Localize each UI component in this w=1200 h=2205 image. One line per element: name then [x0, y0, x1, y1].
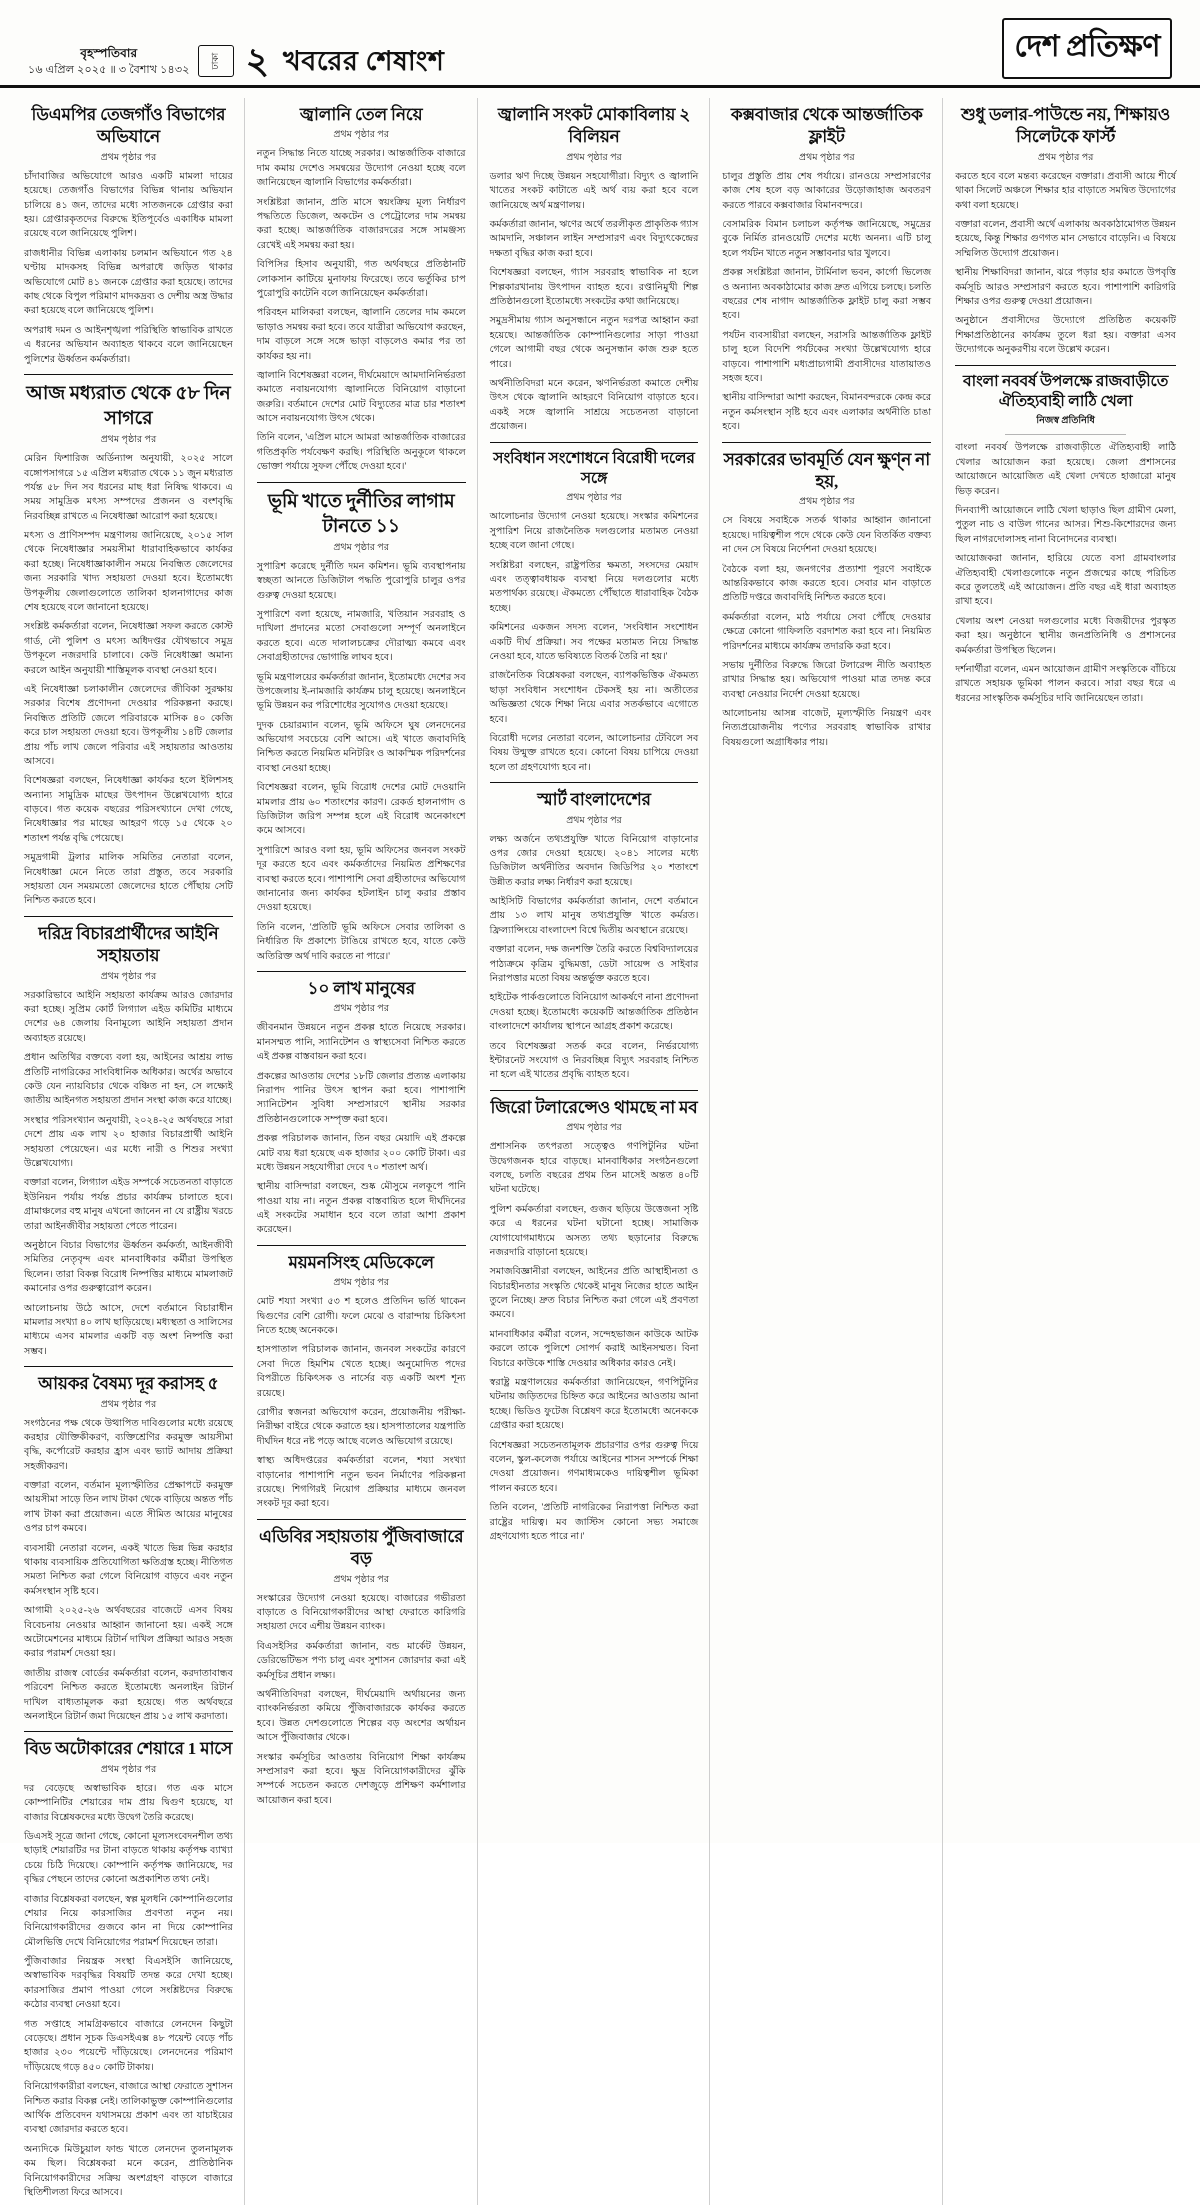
article-paragraph: চালুর প্রস্তুতি প্রায় শেষ পর্যায়ে। রানওয়ে সম্প্রসারণের কাজ শেষ হলে বড় আকারের উড়োজাহাজ অবতরণ করতে পারবে কক্সবাজার বিমানবন্দরে।: [722, 170, 932, 211]
article-paragraph: তিনি বলেন, 'এপ্রিল মাসে আমরা আন্তর্জাতিক বাজারের গতিপ্রকৃতি পর্যবেক্ষণ করছি। পরিস্থিতি অনুকূলে থাকলে ভোক্তা পর্যায়ে সুফল পৌঁছে দেওয়া হবে।': [256, 432, 466, 473]
column-5: [955, 98, 1176, 2205]
edition-stamp: ঢাকা: [198, 45, 234, 77]
article-paragraph: সরকারিভাবে আইনি সহায়তা কার্যক্রম আরও জোরদার করা হচ্ছে। সুপ্রিম কোর্ট লিগ্যাল এইড কমিটির মাধ্যমে দেশের ৬৪ জেলায় বিনামূল্যে আইনি সহায়তা প্রদান অব্যাহত রয়েছে।: [24, 989, 233, 1044]
article-paragraph: সংশ্লিষ্টরা জানান, প্রতি মাসে স্বয়ংক্রিয় মূল্য নির্ধারণ পদ্ধতিতে ডিজেল, অকটেন ও পেট্রোলের দাম সমন্বয় করা হচ্ছে। আন্তর্জাতিক বাজারদরের সঙ্গে সামঞ্জস্য রেখেই এই সমন্বয় করা হয়।: [256, 196, 466, 251]
article-headline[interactable]: কক্সবাজার থেকে আন্তর্জাতিক ফ্লাইট: [730, 105, 923, 147]
article-paragraph: কর্মকর্তারা বলেন, মাঠ পর্যায়ে সেবা পৌঁছে দেওয়ার ক্ষেত্রে কোনো গাফিলতি বরদাশত করা হবে না। নিয়মিত পরিদর্শনের মাধ্যমে কার্যক্রম তদারকি করা হবে।: [722, 611, 932, 652]
article-jump-kicker: প্রথম পৃষ্ঠার পর: [566, 152, 622, 163]
article-paragraph: সংশ্লিষ্টরা বলছেন, রাষ্ট্রপতির ক্ষমতা, সংসদের মেয়াদ এবং তত্ত্বাবধায়ক ব্যবস্থা নিয়ে দলগুলোর মধ্যে মতপার্থক্য রয়েছে। ঐকমত্যে পৌঁছাতে ধারাবাহিক বৈঠক হচ্ছে।: [489, 559, 699, 614]
article-paragraph: বাজার বিশ্লেষকরা বলছেন, স্বল্প মূলধনি কোম্পানিগুলোর শেয়ার নিয়ে কারসাজির প্রবণতা নতুন নয়। বিনিয়োগকারীদের গুজবে কান না দিয়ে কোম্পানির মৌলভিত্তি দেখে বিনিয়োগের পরামর্শ দিয়েছেন তারা।: [24, 1893, 233, 1948]
article-paragraph: আলোচনায় উঠে আসে, দেশে বর্তমানে বিচারাধীন মামলার সংখ্যা ৪০ লাখ ছাড়িয়েছে। মধ্যস্থতা ও সালিসের মাধ্যমে এসব মামলার একটি বড় অংশ নিষ্পত্তি করা সম্ভব।: [24, 1302, 233, 1357]
article-paragraph: তিনি বলেন, 'প্রতিটি ভূমি অফিসে সেবার তালিকা ও নির্ধারিত ফি প্রকাশ্যে টাঙিয়ে রাখতে হবে, যাতে কেউ অতিরিক্ত অর্থ দাবি করতে না পারে।': [256, 921, 466, 962]
article-divider: [722, 442, 931, 443]
article-jump-kicker: প্রথম পৃষ্ঠার পর: [333, 130, 389, 141]
article-paragraph: প্রকল্প সংশ্লিষ্টরা জানান, টার্মিনাল ভবন, কার্গো ভিলেজ ও অন্যান্য অবকাঠামোর কাজ দ্রুত এগিয়ে চলছে। চলতি বছরের শেষ নাগাদ আন্তর্জাতিক ফ্লাইট চালু করা সম্ভব হবে।: [722, 267, 932, 322]
article-paragraph: ভূমি মন্ত্রণালয়ের কর্মকর্তারা জানান, ইতোমধ্যে দেশের সব উপজেলায় ই-নামজারি কার্যক্রম চালু হয়েছে। অনলাইনে ভূমি উন্নয়ন কর পরিশোধের সুযোগও দেওয়া হয়েছে।: [256, 671, 466, 712]
article-jump-kicker: প্রথম পৃষ্ঠার পর: [100, 152, 157, 163]
article-paragraph: স্থানীয় শিক্ষাবিদরা জানান, ঝরে পড়ার হার কমাতে উপবৃত্তি কর্মসূচি আরও সম্প্রসারণ করতে হবে। পাশাপাশি কারিগরি শিক্ষার ওপর গুরুত্ব দেওয়া প্রয়োজন।: [955, 267, 1176, 307]
article-headline[interactable]: ময়মনসিংহ মেডিকেলে: [288, 1252, 434, 1272]
article-paragraph: বক্তারা বলেন, বর্তমান মূল্যস্ফীতির প্রেক্ষাপটে করমুক্ত আয়সীমা সাড়ে তিন লাখ টাকা থেকে বাড়িয়ে অন্তত পাঁচ লাখ টাকা করা প্রয়োজন। এতে সীমিত আয়ের মানুষের ওপর চাপ কমবে।: [24, 1480, 233, 1535]
article-paragraph: বক্তারা বলেন, প্রবাসী অর্থে এলাকায় অবকাঠামোগত উন্নয়ন হয়েছে, কিন্তু শিক্ষার গুণগত মান সেভাবে বাড়েনি। এ বিষয়ে সম্মিলিত উদ্যোগ প্রয়োজন।: [955, 219, 1176, 259]
article-paragraph: পরিবহন মালিকরা বলছেন, জ্বালানি তেলের দাম কমলে ভাড়াও সমন্বয় করা হবে। তবে যাত্রীরা অভিযোগ করছেন, দাম বাড়লে সঙ্গে সঙ্গে ভাড়া বাড়লেও কমার পর তা কার্যকর হয় না।: [256, 307, 466, 362]
article-paragraph: অপরাধ দমন ও আইনশৃঙ্খলা পরিস্থিতি স্বাভাবিক রাখতে এ ধরনের অভিযান অব্যাহত থাকবে বলে জানিয়েছেন পুলিশের ঊর্ধ্বতন কর্মকর্তারা।: [24, 324, 233, 365]
byline-divider: [1005, 434, 1126, 435]
article-headline[interactable]: বাংলা নববর্ষ উপলক্ষে রাজবাড়ীতে ঐতিহ্যবাহী লাঠি খেলা: [962, 372, 1169, 411]
article-paragraph: স্বাস্থ্য অধিদপ্তরের কর্মকর্তারা বলেন, শয্যা সংখ্যা বাড়ানোর পাশাপাশি নতুন ভবন নির্মাণের পরিকল্পনা রয়েছে। শিগগিরই নিয়োগ প্রক্রিয়ার মাধ্যমে জনবল সংকট দূর করা হবে।: [256, 1455, 466, 1510]
article-paragraph: কর্মকর্তারা জানান, ঋণের অর্থে তরলীকৃত প্রাকৃতিক গ্যাস আমদানি, সঞ্চালন লাইন সম্প্রসারণ এবং বিদ্যুৎকেন্দ্রের দক্ষতা বৃদ্ধির কাজ করা হবে।: [489, 219, 699, 259]
column-3: [490, 98, 711, 2205]
article-paragraph: অর্থনীতিবিদরা বলছেন, দীর্ঘমেয়াদি অর্থায়নের জন্য ব্যাংকনির্ভরতা কমিয়ে পুঁজিবাজারকে কার্যকর করতে হবে। উন্নত দেশগুলোতে শিল্পের বড় অংশের অর্থায়ন আসে পুঁজিবাজার থেকে।: [256, 1688, 466, 1744]
article-paragraph: দিনব্যাপী আয়োজনে লাঠি খেলা ছাড়াও ছিল গ্রামীণ মেলা, পুতুল নাচ ও বাউল গানের আসর। শিশু-কিশোরদের জন্য ছিল নাগরদোলাসহ নানা বিনোদনের ব্যবস্থা।: [955, 505, 1176, 545]
article-jump-kicker: প্রথম পৃষ্ঠার পর: [100, 971, 157, 982]
article-paragraph: করতে হবে বলে মন্তব্য করেছেন বক্তারা। প্রবাসী আয়ে শীর্ষে থাকা সিলেট অঞ্চলে শিক্ষার হার বাড়াতে সমন্বিত উদ্যোগের কথা বলা হয়েছে।: [955, 170, 1176, 211]
article-paragraph: বিশেষজ্ঞরা বলছেন, গ্যাস সরবরাহ স্বাভাবিক না হলে শিল্পকারখানায় উৎপাদন ব্যাহত হবে। রপ্তানিমুখী শিল্প প্রতিষ্ঠানগুলো ইতোমধ্যে সংকটের কথা জানিয়েছে।: [489, 267, 699, 307]
article-paragraph: রাজধানীর বিভিন্ন এলাকায় চলমান অভিযানে গত ২৪ ঘণ্টায় মাদকসহ বিভিন্ন অপরাধে জড়িত থাকার অভিযোগে মোট ৪১ জনকে গ্রেপ্তার করা হয়েছে। তাদের কাছ থেকে বিপুল পরিমাণ মাদকদ্রব্য ও দেশীয় অস্ত্র উদ্ধার করা হয়েছে বলে জানিয়েছে পুলিশ।: [24, 247, 233, 317]
article-paragraph: জাতীয় রাজস্ব বোর্ডের কর্মকর্তারা বলেন, করদাতাবান্ধব পরিবেশ নিশ্চিত করতে ইতোমধ্যে অনলাইন রিটার্ন দাখিল বাধ্যতামূলক করা হয়েছে। গত অর্থবছরে অনলাইনে রিটার্ন জমা দিয়েছেন প্রায় ১৫ লাখ করদাতা।: [24, 1667, 233, 1722]
page-number: ২: [245, 41, 269, 81]
article-paragraph: আগামী ২০২৫-২৬ অর্থবছরের বাজেটে এসব বিষয় বিবেচনায় নেওয়ার আহ্বান জানানো হয়। একই সঙ্গে অটোমেশনের মাধ্যমে রিটার্ন দাখিল প্রক্রিয়া আরও সহজ করার পরামর্শ দেওয়া হয়।: [24, 1605, 233, 1660]
article-jump-kicker: প্রথম পৃষ্ঠার পর: [333, 1004, 389, 1015]
newspaper-logo: দেশ প্রতিক্ষণ: [1002, 18, 1172, 79]
article-paragraph: তবে বিশেষজ্ঞরা সতর্ক করে বলেন, নির্ভরযোগ্য ইন্টারনেট সংযোগ ও নিরবচ্ছিন্ন বিদ্যুৎ সরবরাহ নিশ্চিত না হলে এই খাতের প্রবৃদ্ধি ব্যাহত হবে।: [489, 1040, 699, 1081]
article-paragraph: সমাজবিজ্ঞানীরা বলছেন, আইনের প্রতি আস্থাহীনতা ও বিচারহীনতার সংস্কৃতি থেকেই মানুষ নিজের হাতে আইন তুলে নিচ্ছে। দ্রুত বিচার নিশ্চিত করা গেলে এই প্রবণতা কমবে।: [489, 1266, 699, 1321]
article-divider: [24, 374, 233, 375]
article-paragraph: চাঁদাবাজির অভিযোগে আরও একটি মামলা দায়ের হয়েছে। তেজগাঁও বিভাগের বিভিন্ন থানায় অভিযান চালিয়ে ৪১ জন, তাদের মধ্যে সাতজনকে গ্রেপ্তার করা হয়। গ্রেপ্তারকৃতদের বিরুদ্ধে ইতিপূর্বেও একাধিক মামলা রয়েছে বলে জানিয়েছে পুলিশ।: [24, 170, 233, 240]
article-headline[interactable]: স্মার্ট বাংলাদেশের: [537, 790, 651, 810]
article-paragraph: মোট শয্যা সংখ্যা ৫৩ শ হলেও প্রতিদিন ভর্তি থাকেন দ্বিগুণের বেশি রোগী। ফলে মেঝে ও বারান্দায় চিকিৎসা নিতে হচ্ছে অনেককে।: [256, 1296, 466, 1337]
article-paragraph: সভায় দুর্নীতির বিরুদ্ধে জিরো টলারেন্স নীতি অব্যাহত রাখার সিদ্ধান্ত হয়। অভিযোগ পাওয়া মাত্র তদন্ত করে ব্যবস্থা নেওয়ার নির্দেশ দেওয়া হয়েছে।: [722, 659, 932, 700]
article-paragraph: হাসপাতাল পরিচালক জানান, জনবল সংকটের কারণে সেবা দিতে হিমশিম খেতে হচ্ছে। অনুমোদিত পদের বিপরীতে চিকিৎসক ও নার্সের বড় একটি অংশ শূন্য রয়েছে।: [256, 1344, 466, 1399]
publication-date: [28, 44, 190, 79]
article-paragraph: রাজনৈতিক বিশ্লেষকরা বলছেন, ব্যাপকভিত্তিক ঐকমত্য ছাড়া সংবিধান সংশোধন টেকসই হয় না। অতীতের অভিজ্ঞতা থেকে শিক্ষা নিয়ে এবার সতর্কভাবে এগোতে হবে।: [489, 670, 699, 725]
article-divider: [490, 442, 699, 443]
section-title: খবরের শেষাংশ: [282, 45, 445, 76]
article-paragraph: বেসামরিক বিমান চলাচল কর্তৃপক্ষ জানিয়েছে, সমুদ্রের বুকে নির্মিত রানওয়েটি দেশের মধ্যে অনন্য। এটি চালু হলে পর্যটন খাতে নতুন সম্ভাবনার দ্বার খুলবে।: [722, 219, 932, 259]
article-headline[interactable]: ভূমি খাতে দুর্নীতির লাগাম টানতে ১১: [267, 490, 455, 537]
weekday-label: বৃহস্পতিবার: [80, 45, 138, 60]
column-4: [722, 98, 943, 2205]
article-paragraph: সুপারিশ করেছে দুর্নীতি দমন কমিশন। ভূমি ব্যবস্থাপনায় স্বচ্ছতা আনতে ডিজিটাল পদ্ধতি পুরোপুরি চালুর ওপর গুরুত্ব দেওয়া হয়েছে।: [256, 560, 466, 601]
article-paragraph: অন্যদিকে মিউচুয়াল ফান্ড খাতে লেনদেন তুলনামূলক কম ছিল। বিশ্লেষকরা মনে করেন, প্রাতিষ্ঠানিক বিনিয়োগকারীদের সক্রিয় অংশগ্রহণ বাড়লে বাজারে স্থিতিশীলতা ফিরে আসবে।: [24, 2143, 233, 2198]
article-paragraph: আয়োজকরা জানান, হারিয়ে যেতে বসা গ্রামবাংলার ঐতিহ্যবাহী খেলাগুলোকে নতুন প্রজন্মের কাছে পরিচিত করে তুলতেই এই আয়োজন। প্রতি বছর এই ধারা অব্যাহত রাখা হবে।: [955, 553, 1176, 608]
article-jump-kicker: প্রথম পৃষ্ঠার পর: [333, 1278, 389, 1289]
article-jump-kicker: প্রথম পৃষ্ঠার পর: [799, 497, 855, 508]
article-jump-kicker: প্রথম পৃষ্ঠার পর: [1037, 152, 1094, 163]
article-headline[interactable]: সরকারের ভাবমূর্তি যেন ক্ষুণ্ন না হয়,: [723, 449, 930, 491]
article-paragraph: দর বেড়েছে অস্বাভাবিক হারে। গত এক মাসে কোম্পানিটির শেয়ারের দাম প্রায় দ্বিগুণ হয়েছে, যা বাজার বিশ্লেষকদের মধ্যে উদ্বেগ তৈরি করেছে।: [24, 1782, 233, 1823]
article-paragraph: বিনিয়োগকারীরা বলছেন, বাজারে আস্থা ফেরাতে সুশাসন নিশ্চিত করার বিকল্প নেই। তালিকাভুক্ত কোম্পানিগুলোর আর্থিক প্রতিবেদন যথাসময়ে প্রকাশ এবং তা যাচাইয়ের ব্যবস্থা জোরদার করতে হবে।: [24, 2081, 233, 2136]
article-paragraph: সংগঠনের পক্ষ থেকে উত্থাপিত দাবিগুলোর মধ্যে রয়েছে করহার যৌক্তিকীকরণ, ব্যক্তিশ্রেণির করমুক্ত আয়সীমা বৃদ্ধি, কর্পোরেট করহার হ্রাস এবং ভ্যাট আদায় প্রক্রিয়া সহজীকরণ।: [24, 1417, 233, 1472]
article-headline[interactable]: আয়কর বৈষম্য দূর করাসহ ৫: [38, 1374, 219, 1394]
article-paragraph: পুলিশ কর্মকর্তারা বলছেন, গুজব ছড়িয়ে উত্তেজনা সৃষ্টি করে এ ধরনের ঘটনা ঘটানো হচ্ছে। সামাজিক যোগাযোগমাধ্যমে অসত্য তথ্য ছড়ানোর বিরুদ্ধে নজরদারি বাড়ানো হয়েছে।: [489, 1203, 699, 1258]
article-paragraph: বক্তারা বলেন, দক্ষ জনশক্তি তৈরি করতে বিশ্ববিদ্যালয়ের পাঠ্যক্রমে কৃত্রিম বুদ্ধিমত্তা, ডেটা সায়েন্স ও সাইবার নিরাপত্তার মতো বিষয় অন্তর্ভুক্ত করতে হবে।: [489, 944, 699, 985]
article-paragraph: বিরোধী দলের নেতারা বলেন, আলোচনার টেবিলে সব বিষয় উন্মুক্ত রাখতে হবে। কোনো বিষয় চাপিয়ে দেওয়া হলে তা গ্রহণযোগ্য হবে না।: [489, 732, 699, 773]
article-paragraph: ডিএসই সূত্রে জানা গেছে, কোনো মূল্যসংবেদনশীল তথ্য ছাড়াই শেয়ারটির দর টানা বাড়তে থাকায় কর্তৃপক্ষ ব্যাখ্যা চেয়ে চিঠি দিয়েছে। কোম্পানি কর্তৃপক্ষ জানিয়েছে, দর বৃদ্ধির পেছনে তাদের কোনো অপ্রকাশিত তথ্য নেই।: [24, 1830, 233, 1886]
article-paragraph: প্রশাসনিক তৎপরতা সত্ত্বেও গণপিটুনির ঘটনা উদ্বেগজনক হারে বাড়ছে। মানবাধিকার সংগঠনগুলো বলছে, চলতি বছরের প্রথম তিন মাসেই অন্তত ৪০টি ঘটনা ঘটেছে।: [489, 1141, 699, 1196]
article-paragraph: হাইটেক পার্কগুলোতে বিনিয়োগ আকর্ষণে নানা প্রণোদনা দেওয়া হচ্ছে। ইতোমধ্যে কয়েকটি আন্তর্জাতিক প্রতিষ্ঠান বাংলাদেশে কার্যালয় স্থাপনে আগ্রহ প্রকাশ করেছে।: [489, 992, 699, 1033]
article-divider: [490, 782, 699, 783]
article-paragraph: অনুষ্ঠানে বিচার বিভাগের ঊর্ধ্বতন কর্মকর্তা, আইনজীবী সমিতির নেতৃবৃন্দ এবং মানবাধিকার কর্মীরা উপস্থিত ছিলেন। তারা বিকল্প বিরোধ নিষ্পত্তির মাধ্যমে মামলাজট কমানোর ওপর গুরুত্বারোপ করেন।: [24, 1239, 233, 1295]
article-jump-kicker: প্রথম পৃষ্ঠার পর: [333, 542, 389, 553]
column-1: [24, 98, 245, 2205]
article-headline[interactable]: শুধু ডলার-পাউন্ডে নয়, শিক্ষায়ও সিলেটকে ফার্স্ট: [961, 105, 1171, 147]
article-paragraph: মানবাধিকার কর্মীরা বলেন, সন্দেহভাজন কাউকে আটক করলে তাকে পুলিশে সোপর্দ করাই আইনসম্মত। বিনা বিচারে কাউকে শাস্তি দেওয়ার অধিকার কারও নেই।: [489, 1328, 699, 1369]
article-paragraph: ডলার ঋণ দিচ্ছে উন্নয়ন সহযোগীরা। বিদ্যুৎ ও জ্বালানি খাতের সংকট কাটাতে এই অর্থ ব্যয় করা হবে বলে জানিয়েছে অর্থ মন্ত্রণালয়।: [489, 170, 699, 211]
date-line: ১৬ এপ্রিল ২০২৫ ॥ ৩ বৈশাখ ১৪৩২: [28, 63, 190, 76]
article-jump-kicker: প্রথম পৃষ্ঠার পর: [799, 152, 855, 163]
article-paragraph: বিশেষজ্ঞরা বলেন, ভূমি বিরোধ দেশের মোট দেওয়ানি মামলার প্রায় ৬০ শতাংশের কারণ। রেকর্ড হালনাগাদ ও ডিজিটাল জরিপ সম্পন্ন হলে এই বিরোধ অনেকাংশে কমে আসবে।: [256, 782, 466, 837]
article-paragraph: মৎস্য ও প্রাণিসম্পদ মন্ত্রণালয় জানিয়েছে, ২০১৫ সাল থেকে নিষেধাজ্ঞার সময়সীমা ধারাবাহিকভাবে কার্যকর করা হচ্ছে। নিষেধাজ্ঞাকালীন সময়ে নিবন্ধিত জেলেদের জন্য সরকারি খাদ্য সহায়তা দেওয়া হবে। ইতোমধ্যে উপকূলীয় জেলাগুলোতে তালিকা হালনাগাদের কাজ শেষ হয়েছে বলে জানানো হয়েছে।: [24, 530, 233, 614]
article-paragraph: ব্যবসায়ী নেতারা বলেন, একই খাতে ভিন্ন ভিন্ন করহার থাকায় ব্যবসায়িক প্রতিযোগিতা ক্ষতিগ্রস্ত হচ্ছে। নীতিগত সমতা নিশ্চিত করা গেলে বিনিয়োগ বাড়বে এবং নতুন কর্মসংস্থান সৃষ্টি হবে।: [24, 1542, 233, 1597]
article-divider: [24, 1366, 233, 1367]
article-columns: [0, 88, 1200, 2198]
article-paragraph: বিশেষজ্ঞরা সচেতনতামূলক প্রচারণার ওপর গুরুত্ব দিয়ে বলেন, স্কুল-কলেজ পর্যায়ে আইনের শাসন সম্পর্কে শিক্ষা দেওয়া প্রয়োজন। গণমাধ্যমকেও দায়িত্বশীল ভূমিকা পালন করতে হবে।: [489, 1439, 699, 1494]
article-paragraph: গত সপ্তাহে সামগ্রিকভাবে বাজারে লেনদেন কিছুটা বেড়েছে। প্রধান সূচক ডিএসইএক্স ৪৮ পয়েন্ট বেড়ে পাঁচ হাজার ২৩০ পয়েন্টে দাঁড়িয়েছে। লেনদেনের পরিমাণ দাঁড়িয়েছে গড়ে ৪৫০ কোটি টাকায়।: [24, 2018, 233, 2073]
article-paragraph: বক্তারা বলেন, লিগ্যাল এইড সম্পর্কে সচেতনতা বাড়াতে ইউনিয়ন পর্যায় পর্যন্ত প্রচার কার্যক্রম চালাতে হবে। গ্রামাঞ্চলের বহু মানুষ এখনো জানেন না যে রাষ্ট্রীয় খরচে তারা আইনজীবীর সহায়তা পেতে পারেন।: [24, 1177, 233, 1232]
article-divider: [257, 1519, 466, 1520]
article-paragraph: স্থানীয় বাসিন্দারা বলছেন, শুষ্ক মৌসুমে নলকূপে পানি পাওয়া যায় না। নতুন প্রকল্প বাস্তবায়িত হলে দীর্ঘদিনের এই সংকটের সমাধান হবে বলে তারা আশা প্রকাশ করেছেন।: [256, 1181, 466, 1236]
article-paragraph: তিনি বলেন, 'প্রতিটি নাগরিকের নিরাপত্তা নিশ্চিত করা রাষ্ট্রের দায়িত্ব। মব জাস্টিস কোনো সভ্য সমাজে গ্রহণযোগ্য হতে পারে না।': [489, 1502, 699, 1542]
article-headline[interactable]: ডিএমপির তেজগাঁও বিভাগের অভিযানে: [31, 105, 226, 147]
article-paragraph: অনুষ্ঠানে প্রবাসীদের উদ্যোগে প্রতিষ্ঠিত কয়েকটি শিক্ষাপ্রতিষ্ঠানের কার্যক্রম তুলে ধরা হয়। বক্তারা এসব উদ্যোগকে অনুকরণীয় বলে উল্লেখ করেন।: [955, 315, 1176, 356]
masthead: [0, 0, 1200, 88]
article-paragraph: সমুদ্রসীমায় গ্যাস অনুসন্ধানে নতুন দরপত্র আহ্বান করা হয়েছে। আন্তর্জাতিক কোম্পানিগুলোর সাড়া পাওয়া গেলে আগামী বছর থেকে অনুসন্ধান কাজ শুরু হতে পারে।: [489, 315, 699, 370]
article-paragraph: বিএসইসির কর্মকর্তারা জানান, বন্ড মার্কেট উন্নয়ন, ডেরিভেটিভস পণ্য চালু এবং সুশাসন জোরদার করা এই কর্মসূচির প্রধান লক্ষ্য।: [256, 1640, 466, 1681]
article-divider: [257, 482, 466, 483]
article-jump-kicker: প্রথম পৃষ্ঠার পর: [566, 1123, 622, 1134]
article-paragraph: সংস্থার পরিসংখ্যান অনুযায়ী, ২০২৪-২৫ অর্থবছরে সারা দেশে প্রায় এক লাখ ২০ হাজার বিচারপ্রার্থী আইনি সহায়তা পেয়েছেন। এর মধ্যে নারী ও শিশুর সংখ্যা উল্লেখযোগ্য।: [24, 1114, 233, 1169]
article-headline[interactable]: বিড অটোকারের শেয়ারে 1 মাসে: [24, 1739, 233, 1759]
article-paragraph: আইসিটি বিভাগের কর্মকর্তারা জানান, দেশে বর্তমানে প্রায় ১৩ লাখ মানুষ তথ্যপ্রযুক্তি খাতে কর্মরত। ফ্রিল্যান্সিংয়ে বাংলাদেশ বিশ্বে দ্বিতীয় অবস্থানে রয়েছে।: [489, 896, 699, 936]
article-paragraph: স্বরাষ্ট্র মন্ত্রণালয়ের কর্মকর্তারা জানিয়েছেন, গণপিটুনির ঘটনায় জড়িতদের চিহ্নিত করে আইনের আওতায় আনা হচ্ছে। ভিডিও ফুটেজ বিশ্লেষণ করে ইতোমধ্যে অনেককে গ্রেপ্তার করা হয়েছে।: [489, 1377, 699, 1432]
article-paragraph: আলোচনায় আসন্ন বাজেট, মূল্যস্ফীতি নিয়ন্ত্রণ এবং নিত্যপ্রয়োজনীয় পণ্যের সরবরাহ স্বাভাবিক রাখার বিষয়গুলো অগ্রাধিকার পায়।: [722, 708, 932, 748]
article-paragraph: মেরিন ফিশারিজ অর্ডিন্যান্স অনুযায়ী, ২০২৫ সালে বঙ্গোপসাগরে ১৫ এপ্রিল মধ্যরাত থেকে ১১ জুন মধ্যরাত পর্যন্ত ৫৮ দিন সব ধরনের মাছ ধরা নিষিদ্ধ থাকবে। এ সময় সামুদ্রিক মৎস্য সম্পদের প্রজনন ও বংশবৃদ্ধি নিরবচ্ছিন্ন রাখতে এ নিষেধাজ্ঞা আরোপ করা হয়েছে।: [24, 453, 233, 522]
article-headline[interactable]: জ্বালানি সংকট মোকাবিলায় ২ বিলিয়ন: [497, 105, 691, 147]
article-jump-kicker: প্রথম পৃষ্ঠার পর: [566, 493, 622, 504]
article-paragraph: আলোচনার উদ্যোগ নেওয়া হয়েছে। সংস্কার কমিশনের সুপারিশ নিয়ে রাজনৈতিক দলগুলোর মতামত নেওয়া হচ্ছে বলে জানা গেছে।: [489, 511, 699, 552]
article-paragraph: এই নিষেধাজ্ঞা চলাকালীন জেলেদের জীবিকা সুরক্ষায় সরকার বিশেষ প্রণোদনা দেওয়ার পরিকল্পনা করছে। নিবন্ধিত প্রতিটি জেলে পরিবারকে মাসিক ৪০ কেজি করে চাল সহায়তা দেওয়া হবে। উপকূলীয় ১৪টি জেলার প্রায় পাঁচ লাখ জেলে পরিবার এই সহায়তার আওতায় আসবে।: [24, 683, 233, 767]
article-paragraph: অর্থনীতিবিদরা মনে করেন, ঋণনির্ভরতা কমাতে দেশীয় উৎস থেকে জ্বালানি আহরণে বিনিয়োগ বাড়াতে হবে। একই সঙ্গে জ্বালানি সাশ্রয়ে সচেতনতা বাড়ানো প্রয়োজন।: [489, 377, 699, 433]
article-paragraph: স্থানীয় বাসিন্দারা আশা করছেন, বিমানবন্দরকে কেন্দ্র করে নতুন কর্মসংস্থান সৃষ্টি হবে এবং এলাকার অর্থনীতি চাঙা হবে।: [722, 392, 932, 433]
article-paragraph: প্রধান অতিথির বক্তব্যে বলা হয়, আইনের আশ্রয় লাভ প্রতিটি নাগরিকের সাংবিধানিক অধিকার। অর্থের অভাবে কেউ যেন ন্যায়বিচার থেকে বঞ্চিত না হন, সে লক্ষ্যেই জাতীয় আইনগত সহায়তা প্রদান সংস্থা কাজ করে যাচ্ছে।: [24, 1052, 233, 1107]
article-divider: [955, 365, 1176, 366]
article-headline[interactable]: আজ মধ্যরাত থেকে ৫৮ দিন সাগরে: [26, 382, 231, 430]
article-paragraph: সে বিষয়ে সবাইকে সতর্ক থাকার আহ্বান জানানো হয়েছে। দায়িত্বশীল পদে থেকে কেউ যেন বিতর্কিত বক্তব্য না দেন সে বিষয়ে নির্দেশনা দেওয়া হয়েছে।: [722, 515, 932, 556]
article-byline: নিজস্ব প্রতিনিধি: [1036, 416, 1095, 427]
article-headline[interactable]: ১০ লাখ মানুষের: [307, 978, 415, 998]
article-paragraph: নতুন সিদ্ধান্ত নিতে যাচ্ছে সরকার। আন্তর্জাতিক বাজারে দাম কমায় দেশেও সমন্বয়ের উদ্যোগ নেওয়া হচ্ছে বলে জানিয়েছেন জ্বালানি বিভাগের কর্মকর্তারা।: [256, 148, 466, 189]
article-headline[interactable]: জ্বালানি তেল নিয়ে: [299, 105, 423, 124]
article-divider: [257, 1245, 466, 1246]
article-divider: [257, 971, 466, 972]
article-paragraph: রোগীর স্বজনরা অভিযোগ করেন, প্রয়োজনীয় পরীক্ষা-নিরীক্ষা বাইরে থেকে করাতে হয়। হাসপাতালের যন্ত্রপাতি দীর্ঘদিন ধরে নষ্ট পড়ে আছে বলেও অভিযোগ রয়েছে।: [256, 1407, 466, 1447]
article-paragraph: দর্শনার্থীরা বলেন, এমন আয়োজন গ্রামীণ সংস্কৃতিকে বাঁচিয়ে রাখতে সহায়ক ভূমিকা পালন করবে। সারা বছর ধরে এ ধরনের সাংস্কৃতিক কর্মসূচির দাবি জানিয়েছেন তারা।: [955, 663, 1176, 704]
article-jump-kicker: প্রথম পৃষ্ঠার পর: [100, 1399, 157, 1410]
article-paragraph: খেলায় অংশ নেওয়া দলগুলোর মধ্যে বিজয়ীদের পুরস্কৃত করা হয়। অনুষ্ঠানে স্থানীয় জনপ্রতিনিধি ও প্রশাসনের কর্মকর্তারা উপস্থিত ছিলেন।: [955, 615, 1176, 656]
article-headline[interactable]: এডিবির সহায়তায় পুঁজিবাজারে বড়: [258, 1526, 464, 1569]
article-paragraph: বৈঠকে বলা হয়, জনগণের প্রত্যাশা পূরণে সবাইকে আন্তরিকভাবে কাজ করতে হবে। সেবার মান বাড়াতে প্রতিটি দপ্তরে জবাবদিহি নিশ্চিত করতে হবে।: [722, 563, 932, 604]
article-paragraph: প্রকল্প পরিচালক জানান, তিন বছর মেয়াদি এই প্রকল্পে মোট ব্যয় ধরা হয়েছে এক হাজার ২০০ কোটি টাকা। এর মধ্যে উন্নয়ন সহযোগীরা দেবে ৭০ শতাংশ অর্থ।: [256, 1133, 466, 1173]
article-paragraph: বিশেষজ্ঞরা বলছেন, নিষেধাজ্ঞা কার্যকর হলে ইলিশসহ অন্যান্য সামুদ্রিক মাছের উৎপাদন উল্লেখযোগ্য হারে বাড়বে। গত কয়েক বছরের পরিসংখ্যানে দেখা গেছে, নিষেধাজ্ঞার পর মাছের আহরণ গড়ে ১৫ থেকে ২০ শতাংশ পর্যন্ত বৃদ্ধি পেয়েছে।: [24, 775, 233, 844]
article-paragraph: সমুদ্রগামী ট্রলার মালিক সমিতির নেতারা বলেন, নিষেধাজ্ঞা মেনে নিতে তারা প্রস্তুত, তবে সরকারি সহায়তা যেন সময়মতো জেলেদের হাতে পৌঁছায় সেটি নিশ্চিত করতে হবে।: [24, 852, 233, 907]
article-paragraph: জ্বালানি বিশেষজ্ঞরা বলেন, দীর্ঘমেয়াদে আমদানিনির্ভরতা কমাতে নবায়নযোগ্য জ্বালানিতে বিনিয়োগ বাড়ানো জরুরি। বর্তমানে দেশের মোট বিদ্যুতের মাত্র চার শতাংশ আসে নবায়নযোগ্য উৎস থেকে।: [256, 369, 466, 425]
article-jump-kicker: প্রথম পৃষ্ঠার পর: [100, 1764, 157, 1775]
article-divider: [490, 1090, 699, 1091]
column-2: [257, 98, 478, 2205]
article-paragraph: লক্ষ্য অর্জনে তথ্যপ্রযুক্তি খাতে বিনিয়োগ বাড়ানোর ওপর জোর দেওয়া হয়েছে। ২০৪১ সালের মধ্যে ডিজিটাল অর্থনীতির অবদান জিডিপির ২০ শতাংশে উন্নীত করার লক্ষ্য নির্ধারণ করা হয়েছে।: [489, 833, 699, 888]
article-paragraph: সংস্কারের উদ্যোগ নেওয়া হয়েছে। বাজারের গভীরতা বাড়াতে ও বিনিয়োগকারীদের আস্থা ফেরাতে কারিগরি সহায়তা দেবে এশীয় উন্নয়ন ব্যাংক।: [256, 1592, 466, 1633]
article-paragraph: দুদক চেয়ারম্যান বলেন, ভূমি অফিসে ঘুষ লেনদেনের অভিযোগ সবচেয়ে বেশি আসে। এই খাতে জবাবদিহি নিশ্চিত করতে নিয়মিত মনিটরিং ও আকস্মিক পরিদর্শনের ব্যবস্থা নেওয়া হচ্ছে।: [256, 719, 466, 774]
article-paragraph: সুপারিশে বলা হয়েছে, নামজারি, খতিয়ান সরবরাহ ও দাখিলা প্রদানের মতো সেবাগুলো সম্পূর্ণ অনলাইনে করতে হবে। এতে দালালচক্রের দৌরাত্ম্য কমবে এবং সেবাগ্রহীতাদের ভোগান্তি লাঘব হবে।: [256, 608, 466, 664]
article-headline[interactable]: সংবিধান সংশোধনে বিরোধী দলের সঙ্গে: [493, 449, 695, 487]
article-jump-kicker: প্রথম পৃষ্ঠার পর: [333, 1574, 389, 1585]
article-paragraph: সংস্কার কর্মসূচির আওতায় বিনিয়োগ শিক্ষা কার্যক্রম সম্প্রসারণ করা হবে। ক্ষুদ্র বিনিয়োগকারীদের ঝুঁকি সম্পর্কে সচেতন করতে দেশজুড়ে প্রশিক্ষণ কর্মশালার আয়োজন করা হবে।: [256, 1751, 466, 1806]
article-paragraph: প্রকল্পের আওতায় দেশের ১৮টি জেলার প্রত্যন্ত এলাকায় নিরাপদ পানির উৎস স্থাপন করা হবে। পাশাপাশি স্যানিটেশন সুবিধা সম্প্রসারণে স্থানীয় সরকার প্রতিষ্ঠানগুলোকে সম্পৃক্ত করা হবে।: [256, 1070, 466, 1125]
masthead-left: [28, 43, 444, 79]
article-headline[interactable]: জিরো টলারেন্সেও থামছে না মব: [490, 1097, 698, 1117]
article-divider: [24, 916, 233, 917]
article-divider: [24, 1731, 233, 1732]
article-paragraph: জীবনমান উন্নয়নে নতুন প্রকল্প হাতে নিয়েছে সরকার। মানসম্মত পানি, স্যানিটেশন ও স্বাস্থ্যসেবা নিশ্চিত করতে এই প্রকল্প বাস্তবায়ন করা হবে।: [256, 1022, 466, 1063]
article-paragraph: বাংলা নববর্ষ উপলক্ষে রাজবাড়ীতে ঐতিহ্যবাহী লাঠি খেলার আয়োজন করা হয়েছে। জেলা প্রশাসনের আয়োজনে আয়োজিত এই খেলা দেখতে হাজারো মানুষ ভিড় করেন।: [955, 442, 1176, 497]
article-headline[interactable]: দরিদ্র বিচারপ্রার্থীদের আইনি সহায়তায়: [38, 923, 219, 966]
article-paragraph: বিপিসির হিসাব অনুযায়ী, গত অর্থবছরে প্রতিষ্ঠানটি লোকসান কাটিয়ে মুনাফায় ফিরেছে। তবে ভর্তুকির চাপ পুরোপুরি কাটেনি বলে জানিয়েছেন কর্মকর্তারা।: [256, 259, 466, 299]
article-paragraph: কমিশনের একজন সদস্য বলেন, 'সংবিধান সংশোধন একটি দীর্ঘ প্রক্রিয়া। সব পক্ষের মতামত নিয়ে সিদ্ধান্ত নেওয়া হবে, যাতে ভবিষ্যতে বিতর্ক তৈরি না হয়।': [489, 622, 699, 662]
article-jump-kicker: প্রথম পৃষ্ঠার পর: [566, 815, 622, 826]
article-paragraph: পুঁজিবাজার নিয়ন্ত্রক সংস্থা বিএসইসি জানিয়েছে, অস্বাভাবিক দরবৃদ্ধির বিষয়টি তদন্ত করে দেখা হচ্ছে। কারসাজির প্রমাণ পাওয়া গেলে সংশ্লিষ্টদের বিরুদ্ধে কঠোর ব্যবস্থা নেওয়া হবে।: [24, 1956, 233, 2011]
article-paragraph: পর্যটন ব্যবসায়ীরা বলছেন, সরাসরি আন্তর্জাতিক ফ্লাইট চালু হলে বিদেশি পর্যটকের সংখ্যা উল্লেখযোগ্য হারে বাড়বে। পাশাপাশি মধ্যপ্রাচ্যগামী প্রবাসীদের যাতায়াতও সহজ হবে।: [722, 329, 932, 384]
article-jump-kicker: প্রথম পৃষ্ঠার পর: [100, 435, 157, 446]
article-paragraph: সংশ্লিষ্ট কর্মকর্তারা বলেন, নিষেধাজ্ঞা সফল করতে কোস্ট গার্ড, নৌ পুলিশ ও মৎস্য অধিদপ্তর যৌথভাবে সমুদ্র উপকূলে নজরদারি চালাবে। কেউ নিষেধাজ্ঞা অমান্য করলে আইন অনুযায়ী শাস্তিমূলক ব্যবস্থা নেওয়া হবে।: [24, 621, 233, 676]
article-paragraph: সুপারিশে আরও বলা হয়, ভূমি অফিসের জনবল সংকট দূর করতে হবে এবং কর্মকর্তাদের নিয়মিত প্রশিক্ষণের ব্যবস্থা করতে হবে। পাশাপাশি সেবা গ্রহীতাদের অভিযোগ জানানোর জন্য কার্যকর হটলাইন চালু করার প্রস্তাব দেওয়া হয়েছে।: [256, 844, 466, 914]
